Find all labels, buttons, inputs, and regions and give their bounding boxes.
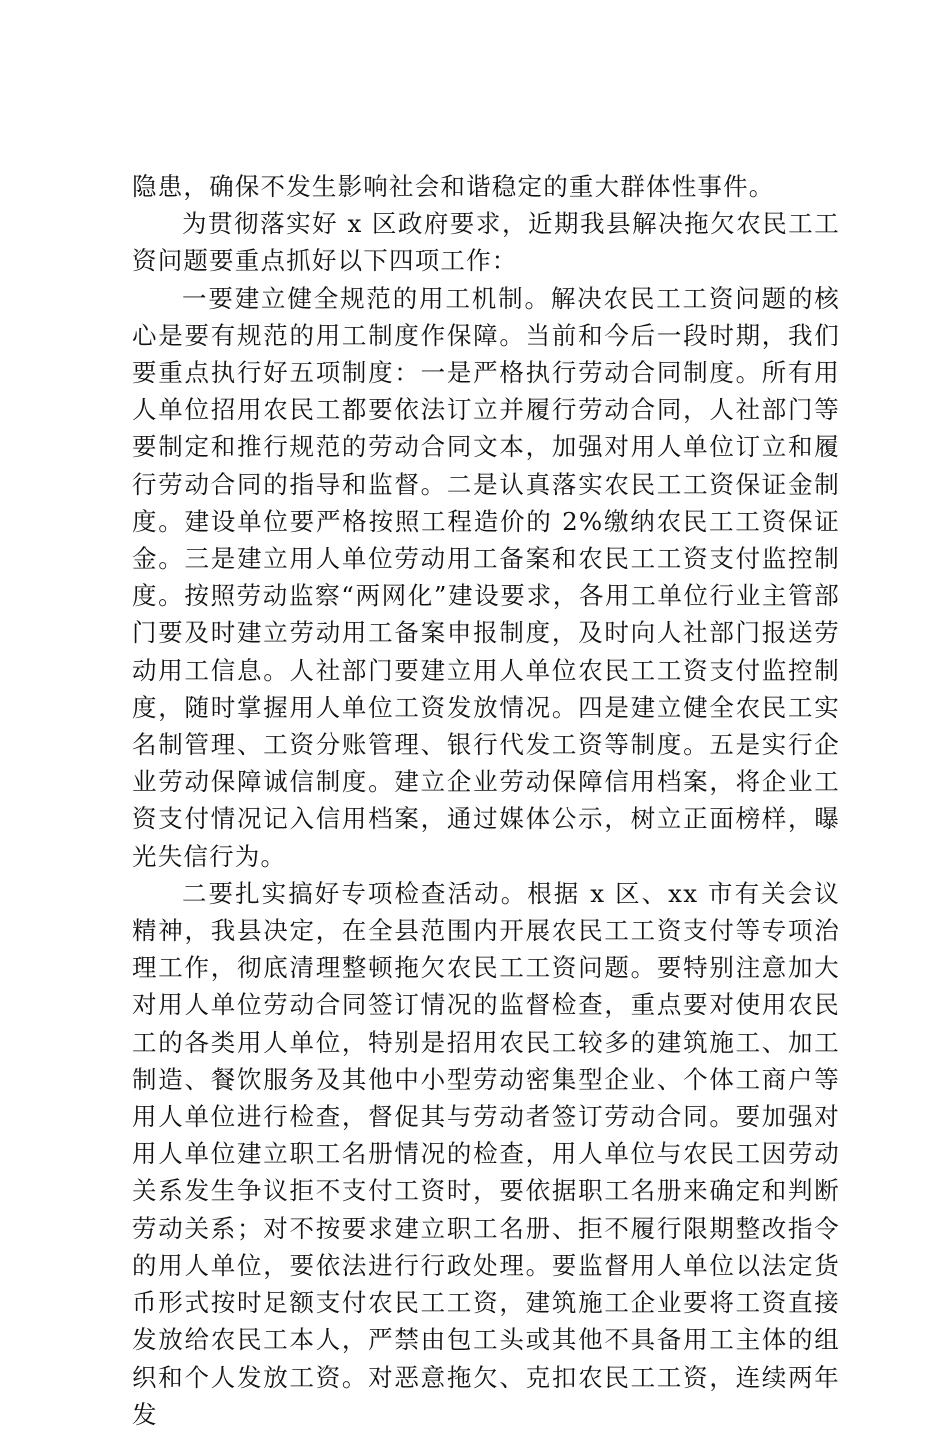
paragraph-intro: 为贯彻落实好 x 区政府要求，近期我县解决拖欠农民工工资问题要重点抓好以下四项工作： xyxy=(132,209,840,276)
paragraph-item-two: 二要扎实搞好专项检查活动。根据 x 区、xx 市有关会议精神，我县决定，在全县范围内开展农民工工资支付等专项治理工作，彻底清理整顿拖欠农民工工资问题。要特别注意加大对用人单位劳动合同签订情况的监督检查，重点要对使用农民工的各类用人单位，特别是招用农民工较多的建筑施工、加工制造、餐饮服务及其他中小型劳动密集型企业、个体工商户等用人单位进行检查，督促其与劳动者签订劳动合同。要加强对用人单位建立职工名册情况的检查，用人单位与农民工因劳动关系发生争议拒不支付工资时，要依据职工名册来确定和判断劳动关系；对不按要求建立职工名册、拒不履行限期整改指令的用人单位，要依法进行行政处理。要监督用人单位以法定货币形式按时足额支付农民工工资，建筑施工企业要将工资直接发放给农民工本人，严禁由包工头或其他不具备用工主体的组织和个人发放工资。对恶意拖欠、克扣农民工工资，连续两年发 xyxy=(132,878,840,1429)
document-body xyxy=(132,168,840,1433)
paragraph-continuation: 隐患，确保不发生影响社会和谐稳定的重大群体性事件。 xyxy=(132,172,775,201)
paragraph-item-one: 一要建立健全规范的用工机制。解决农民工工资问题的核心是要有规范的用工制度作保障。当前和今后一段时期，我们要重点执行好五项制度：一是严格执行劳动合同制度。所有用人单位招用农民工都要依法订立并履行劳动合同，人社部门等要制定和推行规范的劳动合同文本，加强对用人单位订立和履行劳动合同的指导和监督。二是认真落实农民工工资保证金制度。建设单位要严格按照工程造价的 2%缴纳农民工工资保证金。三是建立用人单位劳动用工备案和农民工工资支付监控制度。按照劳动监察“两网化”建设要求，各用工单位行业主管部门要及时建立劳动用工备案申报制度，及时向人社部门报送劳动用工信息。人社部门要建立用人单位农民工工资支付监控制度，随时掌握用人单位工资发放情况。四是建立健全农民工实名制管理、工资分账管理、银行代发工资等制度。五是实行企业劳动保障诚信制度。建立企业劳动保障信用档案，将企业工资支付情况记入信用档案，通过媒体公示，树立正面榜样，曝光失信行为。 xyxy=(132,283,840,871)
